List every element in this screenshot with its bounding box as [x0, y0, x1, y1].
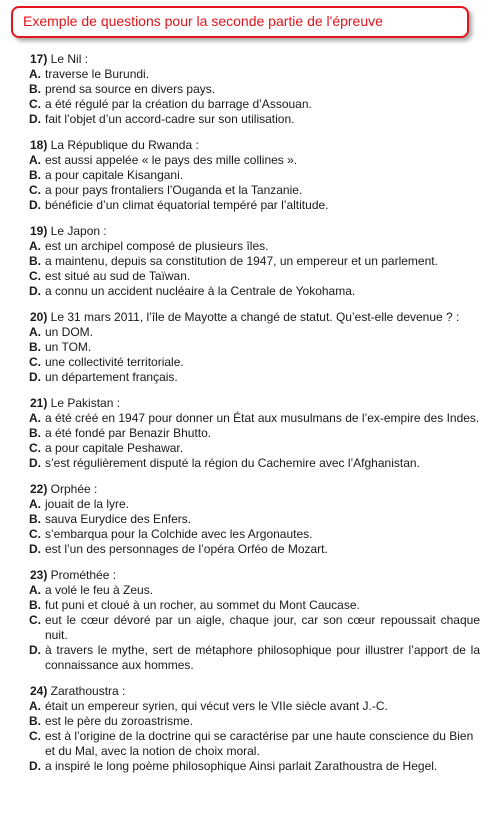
question-22 [30, 482, 480, 557]
answer-c [29, 613, 480, 643]
answer-list [30, 411, 480, 471]
question-number: 24) [30, 684, 48, 698]
answer-b [29, 254, 480, 269]
question-number: 22) [30, 482, 48, 496]
questions-list [30, 52, 480, 785]
question-title [30, 138, 480, 153]
answer-letter: B. [29, 168, 41, 182]
answer-letter: A. [29, 325, 41, 339]
answer-letter: B. [29, 512, 41, 526]
answer-letter: C. [29, 269, 41, 283]
answer-d [29, 456, 480, 471]
answer-letter: A. [29, 699, 41, 713]
answer-text: a pour capitale Kisangani. [45, 168, 184, 182]
answer-letter: B. [29, 714, 41, 728]
answer-letter: A. [29, 153, 41, 167]
answer-text: à travers le mythe, sert de métaphore philosophique pour illustrer l’apport de la connaissance aux hommes. [45, 643, 480, 672]
question-prompt: La République du Rwanda : [47, 138, 199, 152]
question-prompt: Le Japon : [47, 224, 107, 238]
answer-letter: D. [29, 284, 41, 298]
question-23 [30, 568, 480, 673]
question-title [30, 568, 480, 583]
question-21 [30, 396, 480, 471]
answer-c [29, 97, 480, 112]
answer-text: est situé au sud de Taïwan. [45, 269, 191, 283]
question-number: 17) [30, 52, 48, 66]
question-title [30, 482, 480, 497]
question-number: 18) [30, 138, 48, 152]
answer-c [29, 183, 480, 198]
answer-text: est à l’origine de la doctrine qui se caractérise par une haute conscience du Bien et du Mal, avec la notion de choix moral. [45, 729, 474, 758]
answer-text: est un archipel composé de plusieurs îles. [45, 239, 269, 253]
answer-letter: A. [29, 67, 41, 81]
question-title [30, 396, 480, 411]
answer-letter: B. [29, 254, 41, 268]
answer-c [29, 269, 480, 284]
answer-c [29, 355, 480, 370]
answer-text: s’est régulièrement disputé la région du Cachemire avec l’Afghanistan. [45, 456, 420, 470]
answer-b [29, 512, 480, 527]
answer-letter: C. [29, 729, 41, 743]
question-title [30, 52, 480, 67]
answer-d [29, 643, 480, 673]
answer-d [29, 112, 480, 127]
answer-b [29, 82, 480, 97]
answer-d [29, 370, 480, 385]
answer-text: a été régulé par la création du barrage d’Assouan. [45, 97, 312, 111]
answer-text: traverse le Burundi. [45, 67, 150, 81]
answer-text: est le père du zoroastrisme. [45, 714, 194, 728]
answer-text: est l’un des personnages de l’opéra Orféo de Mozart. [45, 542, 328, 556]
answer-letter: C. [29, 441, 41, 455]
question-title [30, 310, 480, 325]
answer-text: un département français. [45, 370, 178, 384]
question-number: 21) [30, 396, 48, 410]
question-18 [30, 138, 480, 213]
answer-letter: C. [29, 97, 41, 111]
answer-letter: D. [29, 759, 41, 773]
answer-d [29, 759, 480, 774]
answer-list [30, 153, 480, 213]
answer-letter: D. [29, 198, 41, 212]
answer-text: a été fondé par Benazir Bhutto. [45, 426, 212, 440]
answer-letter: D. [29, 370, 41, 384]
answer-c [29, 729, 480, 759]
answer-b [29, 340, 480, 355]
answer-text: s’embarqua pour la Colchide avec les Argonautes. [45, 527, 313, 541]
answer-b [29, 168, 480, 183]
answer-letter: C. [29, 527, 41, 541]
answer-list [30, 67, 480, 127]
answer-a [29, 411, 480, 426]
answer-letter: A. [29, 239, 41, 253]
answer-list [30, 239, 480, 299]
answer-text: a pour pays frontaliers l’Ouganda et la Tanzanie. [45, 183, 303, 197]
answer-text: eut le cœur dévoré par un aigle, chaque jour, car son cœur repoussait chaque nuit. [45, 613, 480, 642]
answer-letter: B. [29, 340, 41, 354]
answer-d [29, 198, 480, 213]
answer-list [30, 325, 480, 385]
answer-letter: B. [29, 426, 41, 440]
answer-a [29, 67, 480, 82]
answer-text: a maintenu, depuis sa constitution de 1947, un empereur et un parlement. [45, 254, 438, 268]
question-prompt: Le Pakistan : [47, 396, 121, 410]
answer-text: a inspiré le long poème philosophique Ainsi parlait Zarathoustra de Hegel. [45, 759, 438, 773]
question-prompt: Zarathoustra : [47, 684, 126, 698]
answer-text: une collectivité territoriale. [45, 355, 184, 369]
answer-text: un TOM. [45, 340, 92, 354]
answer-d [29, 284, 480, 299]
question-prompt: Le Nil : [47, 52, 89, 66]
question-title [30, 224, 480, 239]
answer-text: a été créé en 1947 pour donner un État aux musulmans de l’ex-empire des Indes. [45, 411, 480, 425]
question-number: 23) [30, 568, 48, 582]
answer-list [30, 699, 480, 774]
answer-text: jouait de la lyre. [45, 497, 130, 511]
answer-d [29, 542, 480, 557]
answer-text: a pour capitale Peshawar. [45, 441, 184, 455]
answer-text: a volé le feu à Zeus. [45, 583, 154, 597]
answer-a [29, 497, 480, 512]
answer-letter: C. [29, 613, 41, 627]
answer-b [29, 598, 480, 613]
answer-letter: B. [29, 598, 41, 612]
answer-a [29, 325, 480, 340]
answer-letter: D. [29, 643, 41, 657]
page-title: Exemple de questions pour la seconde partie de l'épreuve [23, 13, 383, 29]
answer-letter: C. [29, 183, 41, 197]
question-number: 19) [30, 224, 48, 238]
answer-text: est aussi appelée « le pays des mille collines ». [45, 153, 298, 167]
question-title [30, 684, 480, 699]
question-prompt: Le 31 mars 2011, l’île de Mayotte a changé de statut. Qu’est-elle devenue ? : [47, 310, 460, 324]
answer-text: prend sa source en divers pays. [45, 82, 216, 96]
answer-letter: B. [29, 82, 41, 96]
answer-a [29, 699, 480, 714]
answer-letter: A. [29, 583, 41, 597]
answer-text: un DOM. [45, 325, 94, 339]
answer-c [29, 527, 480, 542]
header-box [11, 6, 469, 38]
question-number: 20) [30, 310, 48, 324]
answer-b [29, 426, 480, 441]
answer-letter: D. [29, 112, 41, 126]
answer-a [29, 583, 480, 598]
answer-c [29, 441, 480, 456]
question-prompt: Prométhée : [47, 568, 117, 582]
question-20 [30, 310, 480, 385]
question-24 [30, 684, 480, 774]
answer-letter: D. [29, 456, 41, 470]
answer-a [29, 153, 480, 168]
answer-list [30, 583, 480, 673]
answer-letter: D. [29, 542, 41, 556]
question-19 [30, 224, 480, 299]
answer-text: fut puni et cloué à un rocher, au sommet du Mont Caucase. [45, 598, 360, 612]
answer-letter: C. [29, 355, 41, 369]
answer-b [29, 714, 480, 729]
answer-letter: A. [29, 411, 41, 425]
question-prompt: Orphée : [47, 482, 98, 496]
answer-list [30, 497, 480, 557]
question-17 [30, 52, 480, 127]
answer-text: a connu un accident nucléaire à la Centrale de Yokohama. [45, 284, 356, 298]
answer-text: sauva Eurydice des Enfers. [45, 512, 192, 526]
answer-text: était un empereur syrien, qui vécut vers le VIIe siècle avant J.-C. [45, 699, 388, 713]
answer-letter: A. [29, 497, 41, 511]
answer-text: bénéficie d’un climat équatorial tempéré par l’altitude. [45, 198, 329, 212]
answer-a [29, 239, 480, 254]
answer-text: fait l’objet d’un accord-cadre sur son utilisation. [45, 112, 295, 126]
